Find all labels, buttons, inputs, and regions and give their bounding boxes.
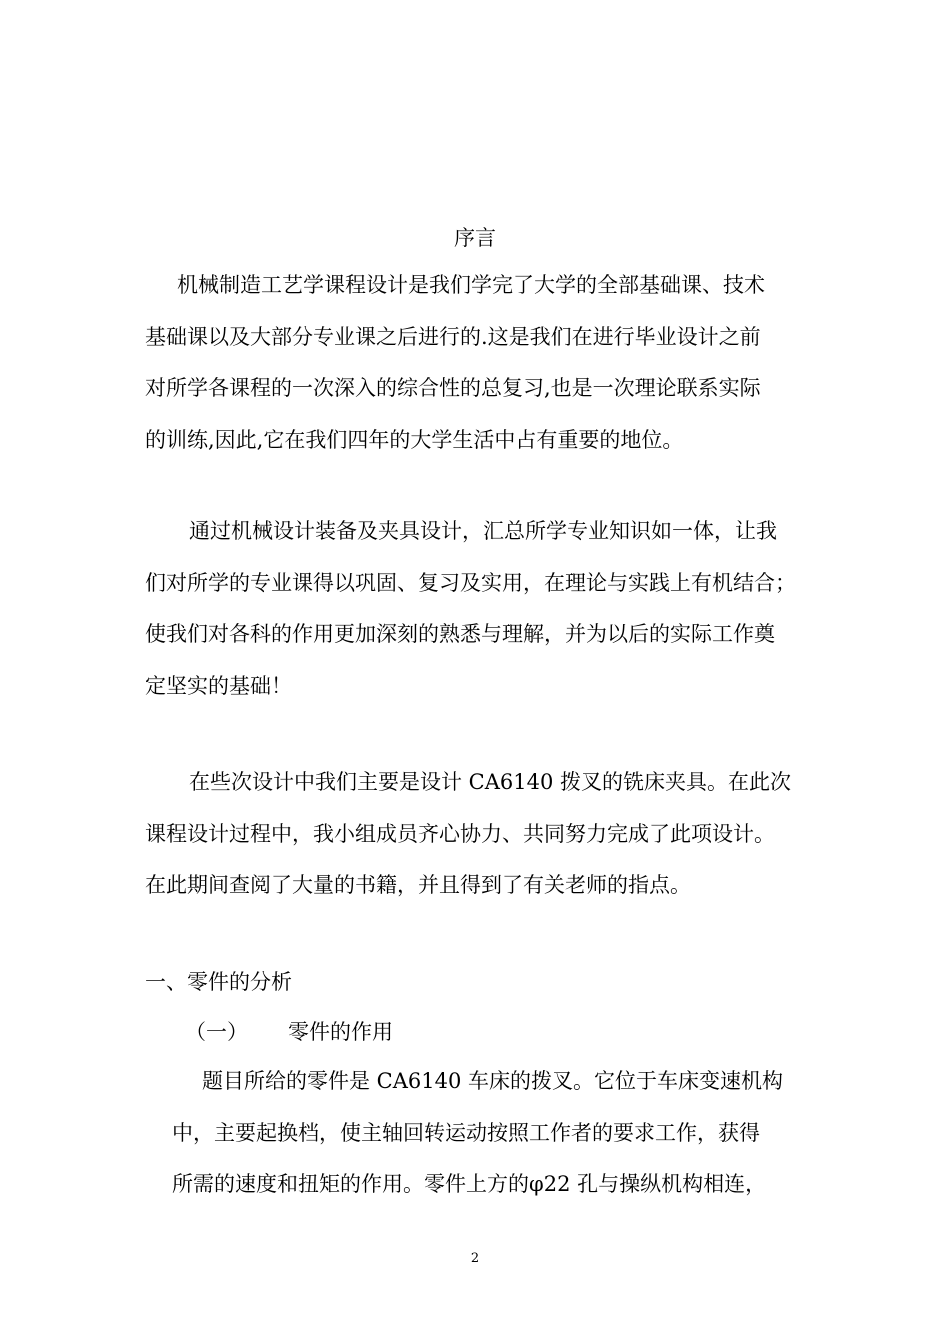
paragraph-line: 使我们对各科的作用更加深刻的熟悉与理解，并为以后的实际工作奠 — [145, 622, 775, 646]
paragraph-line: 中，主要起换档，使主轴回转运动按照工作者的要求工作，获得 — [172, 1120, 760, 1145]
paragraph-line: 课程设计过程中，我小组成员齐心协力、共同努力完成了此项设计。 — [145, 821, 775, 846]
preface-paragraph-1 — [145, 260, 805, 466]
preface-paragraph-3 — [145, 757, 805, 912]
paragraph-line: 基础课以及大部分专业课之后进行的.这是我们在进行毕业设计之前 — [145, 324, 761, 349]
preface-paragraph-2 — [145, 506, 805, 712]
paragraph-line: 在此期间查阅了大量的书籍，并且得到了有关老师的指点。 — [145, 873, 691, 897]
subsection-title: 零件的作用 — [288, 1020, 393, 1044]
paragraph-line: 所需的速度和扭矩的作用。零件上方的φ22 孔与操纵机构相连， — [172, 1172, 767, 1196]
paragraph-line: 定坚实的基础！ — [145, 673, 292, 698]
paragraph-line: 机械制造工艺学课程设计是我们学完了大学的全部基础课、技术 — [177, 273, 765, 297]
section-heading: 一、零件的分析 — [145, 970, 292, 994]
section-paragraph — [172, 1056, 812, 1211]
subsection-heading — [185, 1018, 393, 1046]
paragraph-line: 们对所学的专业课得以巩固、复习及实用，在理论与实践上有机结合； — [145, 570, 796, 595]
page-number: 2 — [470, 1251, 480, 1266]
paragraph-line: 在些次设计中我们主要是设计 CA6140 拨叉的铣床夹具。在此次 — [189, 770, 792, 794]
paragraph-line: 题目所给的零件是 CA6140 车床的拨叉。它位于车床变速机构 — [202, 1069, 784, 1093]
subsection-number: （一） — [185, 1020, 248, 1044]
paragraph-line: 对所学各课程的一次深入的综合性的总复习,也是一次理论联系实际 — [145, 376, 761, 400]
paragraph-line: 的训练,因此,它在我们四年的大学生活中占有重要的地位。 — [145, 427, 684, 452]
preface-title: 序言 — [454, 226, 496, 250]
paragraph-line: 通过机械设计装备及夹具设计，汇总所学专业知识如一体，让我 — [189, 519, 777, 543]
